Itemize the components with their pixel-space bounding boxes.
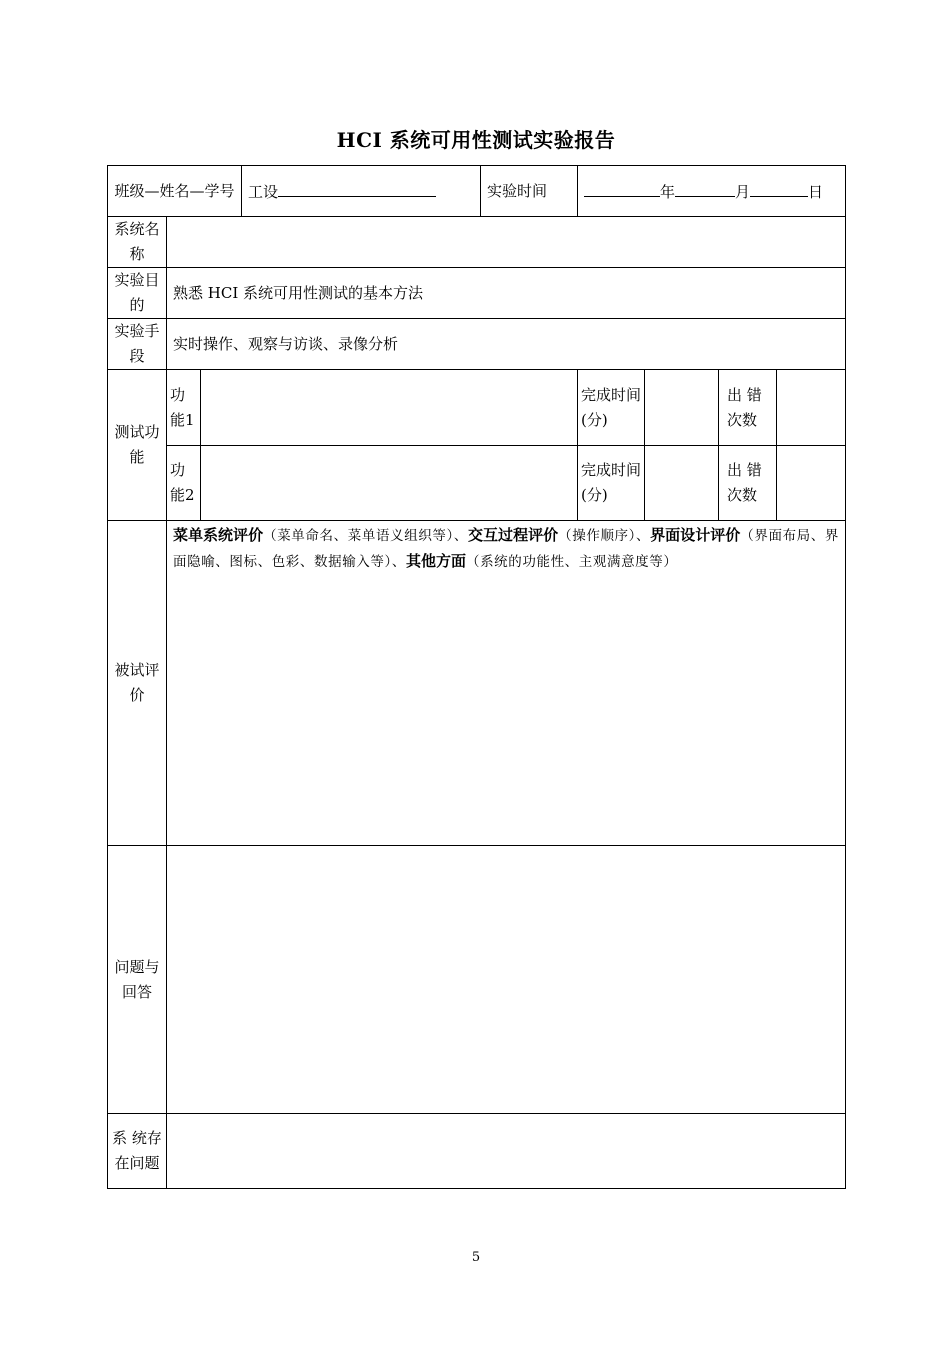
function-1-row: [108, 370, 846, 446]
dept-blank-line[interactable]: [278, 178, 436, 197]
header-row: [108, 166, 846, 217]
menu-eval-detail: （菜单命名、菜单语义组织等）、: [263, 528, 469, 544]
function-1-label: 功能1: [167, 370, 201, 446]
method-label: 实验手段: [108, 319, 167, 370]
purpose-value: 熟悉 HCI 系统可用性测试的基本方法: [167, 268, 846, 319]
purpose-row: [108, 268, 846, 319]
interaction-eval-heading: 交互过程评价: [468, 526, 559, 544]
year-blank[interactable]: [584, 178, 660, 197]
function-1-field[interactable]: [201, 370, 578, 446]
ui-eval-heading: 界面设计评价: [650, 526, 741, 544]
report-form-table: [107, 165, 846, 1189]
issues-label: 系 统存 在问题: [108, 1114, 167, 1189]
month-blank[interactable]: [675, 178, 735, 197]
time-label-cell: [481, 166, 578, 217]
evaluation-row: [108, 521, 846, 846]
system-name-row: [108, 217, 846, 268]
qa-field[interactable]: [167, 846, 846, 1114]
function-2-label: 功能2: [167, 446, 201, 521]
page-title: HCI 系统可用性测试实验报告: [336, 128, 616, 152]
method-value: 实时操作、观察与访谈、录像分析: [167, 319, 846, 370]
other-eval-heading: 其他方面: [405, 552, 466, 570]
month-label: 月: [735, 182, 751, 201]
system-name-label: 系统名称: [108, 217, 167, 268]
day-blank[interactable]: [750, 178, 808, 197]
dept-cell[interactable]: [242, 166, 481, 217]
function-2-row: [108, 446, 846, 521]
other-eval-detail: （系统的功能性、主观满意度等）: [465, 554, 678, 570]
function-2-time-field[interactable]: [645, 446, 719, 521]
day-label: 日: [808, 182, 824, 201]
dept-prefix: 工设: [248, 182, 279, 201]
purpose-label: 实验目的: [108, 268, 167, 319]
method-row: [108, 319, 846, 370]
menu-eval-heading: 菜单系统评价: [173, 526, 264, 544]
function-1-time-label: 完成时间(分): [578, 370, 645, 446]
year-label: 年: [660, 182, 676, 201]
class-name-id-label: [108, 166, 242, 217]
system-name-field[interactable]: [167, 217, 846, 268]
issues-field[interactable]: [167, 1114, 846, 1189]
function-1-time-field[interactable]: [645, 370, 719, 446]
date-cell[interactable]: [578, 166, 846, 217]
issues-row: [108, 1114, 846, 1189]
page-number: 5: [471, 1250, 481, 1265]
interaction-eval-detail: （操作顺序）、: [558, 528, 651, 544]
function-2-error-field[interactable]: [777, 446, 846, 521]
function-2-time-label: 完成时间(分): [578, 446, 645, 521]
test-function-label: 测试功能: [108, 370, 167, 521]
function-2-error-label: 出 错次数: [719, 446, 777, 521]
evaluation-label: 被试评价: [108, 521, 167, 846]
qa-row: [108, 846, 846, 1114]
function-2-field[interactable]: [201, 446, 578, 521]
evaluation-field[interactable]: [167, 521, 846, 846]
ui-eval-detail: （界面布局、界面隐喻、图标、色彩、数据输入等）、: [173, 528, 840, 570]
function-1-error-label: 出 错次数: [719, 370, 777, 446]
qa-label: 问题与回答: [108, 846, 167, 1114]
function-1-error-field[interactable]: [777, 370, 846, 446]
time-label: 实验时间: [487, 181, 548, 200]
class-name-id-text: 班级—姓名—学号: [114, 181, 235, 200]
